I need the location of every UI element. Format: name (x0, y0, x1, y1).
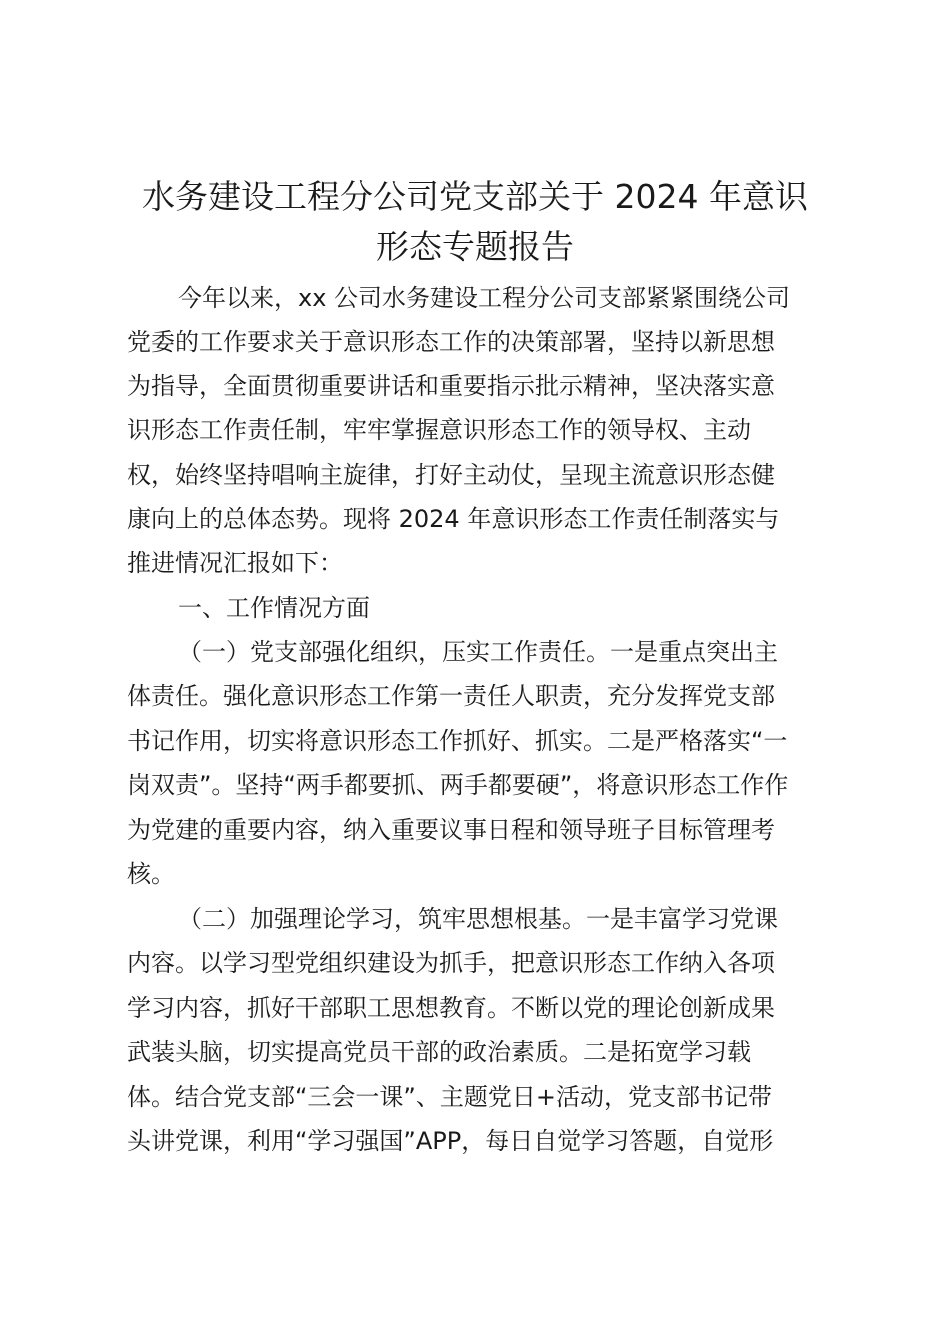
paragraph-line: 权，始终坚持唱响主旋律，打好主动仗，呈现主流意识形态健 (127, 461, 775, 489)
paragraph-line: 核。 (127, 860, 175, 888)
section-heading: 一、工作情况方面 (178, 594, 370, 622)
paragraph-line: 推进情况汇报如下： (127, 549, 343, 577)
paragraph-line: 武装头脑，切实提高党员干部的政治素质。二是拓宽学习载 (127, 1038, 751, 1066)
paragraph-line: 康向上的总体态势。现将 2024 年意识形态工作责任制落实与 (127, 505, 780, 533)
paragraph-line: 识形态工作责任制，牢牢掌握意识形态工作的领导权、主动 (127, 416, 751, 444)
document-title-line-2: 形态专题报告 (376, 227, 574, 266)
paragraph-line: 内容。以学习型党组织建设为抓手，把意识形态工作纳入各项 (127, 949, 775, 977)
paragraph-line: 头讲党课，利用“学习强国”APP，每日自觉学习答题，自觉形 (127, 1127, 774, 1155)
paragraph-line: 体责任。强化意识形态工作第一责任人职责，充分发挥党支部 (127, 682, 775, 710)
paragraph-line: （一）党支部强化组织，压实工作责任。一是重点突出主 (178, 638, 778, 666)
paragraph-line: 体。结合党支部“三会一课”、主题党日+活动，党支部书记带 (127, 1083, 772, 1111)
paragraph-line: 岗双责”。坚持“两手都要抓、两手都要硬”，将意识形态工作作 (127, 771, 789, 799)
document-title-line-1: 水务建设工程分公司党支部关于 2024 年意识 (142, 177, 808, 216)
paragraph-line: （二）加强理论学习，筑牢思想根基。一是丰富学习党课 (178, 905, 778, 933)
paragraph-line: 今年以来，xx 公司水务建设工程分公司支部紧紧围绕公司 (178, 284, 791, 312)
paragraph-line: 党委的工作要求关于意识形态工作的决策部署，坚持以新思想 (127, 328, 775, 356)
paragraph-line: 学习内容，抓好干部职工思想教育。不断以党的理论创新成果 (127, 994, 775, 1022)
paragraph-line: 为党建的重要内容，纳入重要议事日程和领导班子目标管理考 (127, 816, 775, 844)
paragraph-line: 为指导，全面贯彻重要讲话和重要指示批示精神，坚决落实意 (127, 372, 775, 400)
paragraph-line: 书记作用，切实将意识形态工作抓好、抓实。二是严格落实“一 (127, 727, 788, 755)
